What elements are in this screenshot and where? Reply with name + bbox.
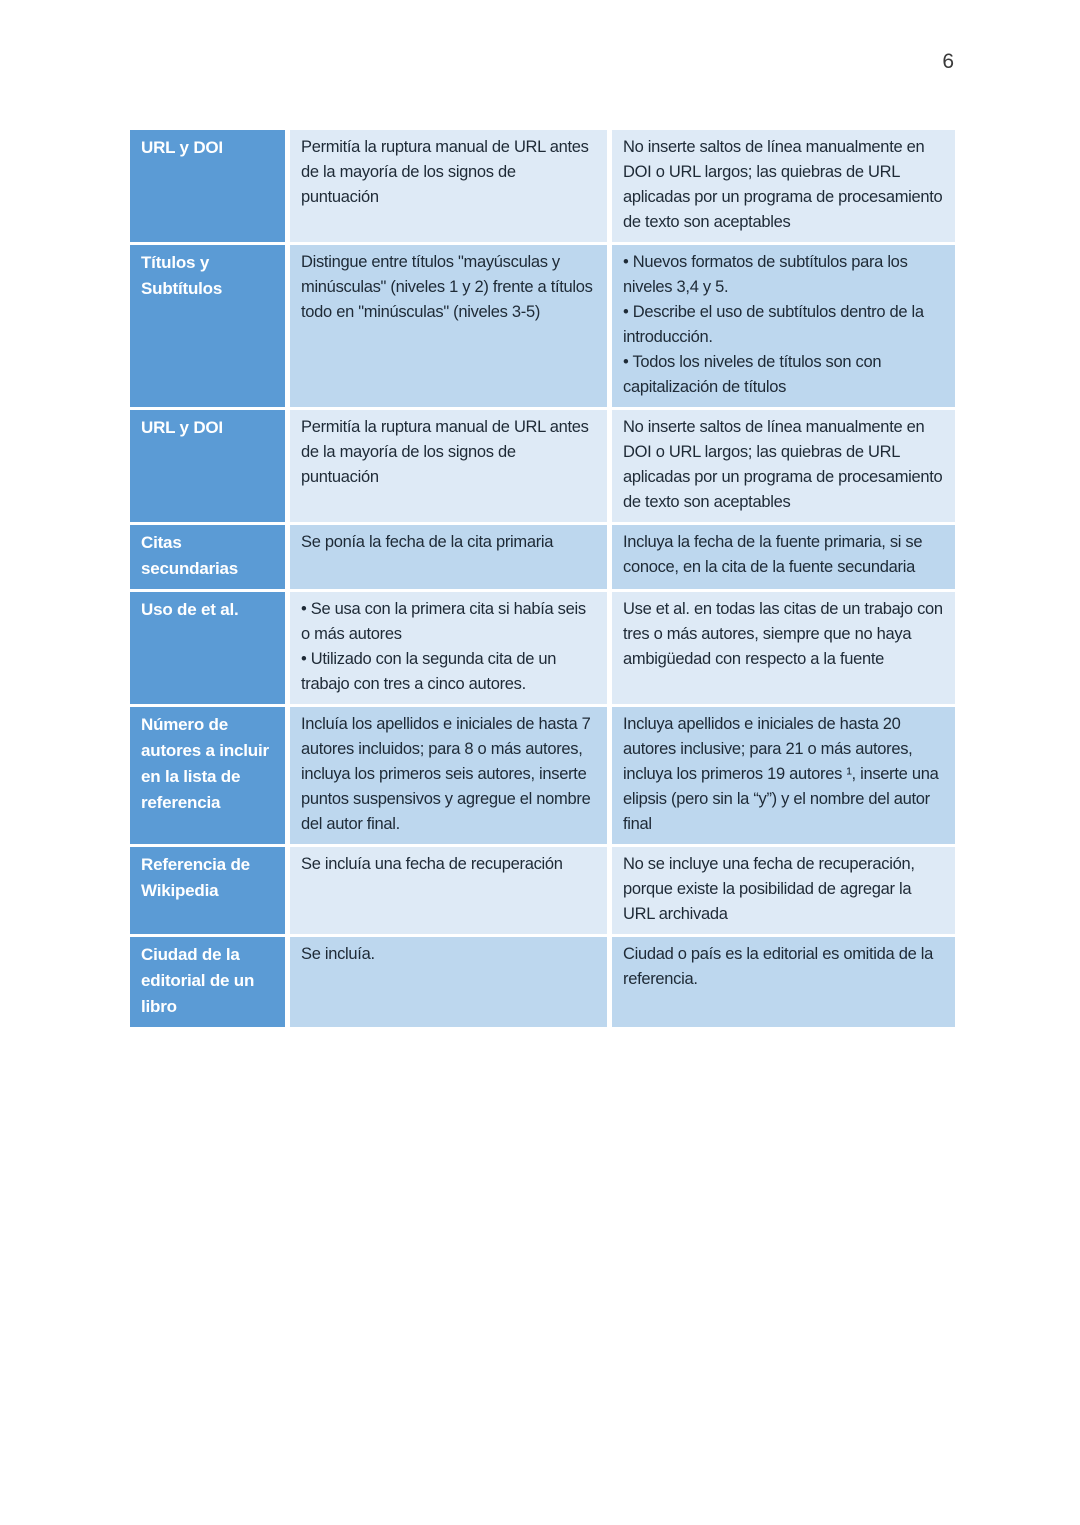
old-rule-cell: Permitía la ruptura manual de URL antes de la mayoría de los signos de puntuación xyxy=(290,410,607,522)
old-rule-cell: Se incluía una fecha de recuperación xyxy=(290,847,607,934)
row-header-cell: URL y DOI xyxy=(130,410,285,522)
table-row xyxy=(130,592,955,704)
table-row xyxy=(130,410,955,522)
old-rule-cell: Distingue entre títulos "mayúsculas y minúsculas" (niveles 1 y 2) frente a títulos todo en "minúsculas" (niveles 3-5) xyxy=(290,245,607,407)
row-header-cell: Citas secundarias xyxy=(130,525,285,589)
old-rule-cell: Se ponía la fecha de la cita primaria xyxy=(290,525,607,589)
row-header-cell: Número de autores a incluir en la lista de referencia xyxy=(130,707,285,844)
new-rule-cell: Incluya apellidos e iniciales de hasta 20 autores inclusive; para 21 o más autores, incluya los primeros 19 autores ¹, inserte una elipsis (pero sin la “y”) y el nombre del autor final xyxy=(612,707,955,844)
row-header-cell: Uso de et al. xyxy=(130,592,285,704)
row-header-cell: Referencia de Wikipedia xyxy=(130,847,285,934)
table-row xyxy=(130,707,955,844)
bullet-item: • Nuevos formatos de subtítulos para los niveles 3,4 y 5. xyxy=(623,250,944,300)
table-row xyxy=(130,130,955,242)
old-rule-cell: Permitía la ruptura manual de URL antes de la mayoría de los signos de puntuación xyxy=(290,130,607,242)
table-row xyxy=(130,847,955,934)
new-rule-cell: No se incluye una fecha de recuperación, porque existe la posibilidad de agregar la URL archivada xyxy=(612,847,955,934)
old-rule-cell xyxy=(290,592,607,704)
bullet-item: • Todos los niveles de títulos son con capitalización de títulos xyxy=(623,350,944,400)
page-number: 6 xyxy=(942,50,954,73)
old-rule-cell: Incluía los apellidos e iniciales de hasta 7 autores incluidos; para 8 o más autores, incluya los primeros seis autores, inserte puntos suspensivos y agregue el nombre del autor final. xyxy=(290,707,607,844)
table-row xyxy=(130,525,955,589)
row-header-cell: Ciudad de la editorial de un libro xyxy=(130,937,285,1027)
table-row xyxy=(130,937,955,1027)
new-rule-cell: No inserte saltos de línea manualmente en DOI o URL largos; las quiebras de URL aplicadas por un programa de procesamiento de texto son aceptables xyxy=(612,130,955,242)
apa-comparison-table xyxy=(130,130,955,1027)
new-rule-cell: Use et al. en todas las citas de un trabajo con tres o más autores, siempre que no haya ambigüedad con respecto a la fuente xyxy=(612,592,955,704)
row-header-cell: Títulos y Subtítulos xyxy=(130,245,285,407)
table-row xyxy=(130,245,955,407)
old-rule-cell: Se incluía. xyxy=(290,937,607,1027)
bullet-item: • Se usa con la primera cita si había seis o más autores xyxy=(301,597,596,647)
new-rule-cell xyxy=(612,245,955,407)
row-header-cell: URL y DOI xyxy=(130,130,285,242)
bullet-item: • Utilizado con la segunda cita de un trabajo con tres a cinco autores. xyxy=(301,647,596,697)
new-rule-cell: Incluya la fecha de la fuente primaria, si se conoce, en la cita de la fuente secundaria xyxy=(612,525,955,589)
new-rule-cell: Ciudad o país es la editorial es omitida de la referencia. xyxy=(612,937,955,1027)
new-rule-cell: No inserte saltos de línea manualmente en DOI o URL largos; las quiebras de URL aplicadas por un programa de procesamiento de texto son aceptables xyxy=(612,410,955,522)
bullet-item: • Describe el uso de subtítulos dentro de la introducción. xyxy=(623,300,944,350)
